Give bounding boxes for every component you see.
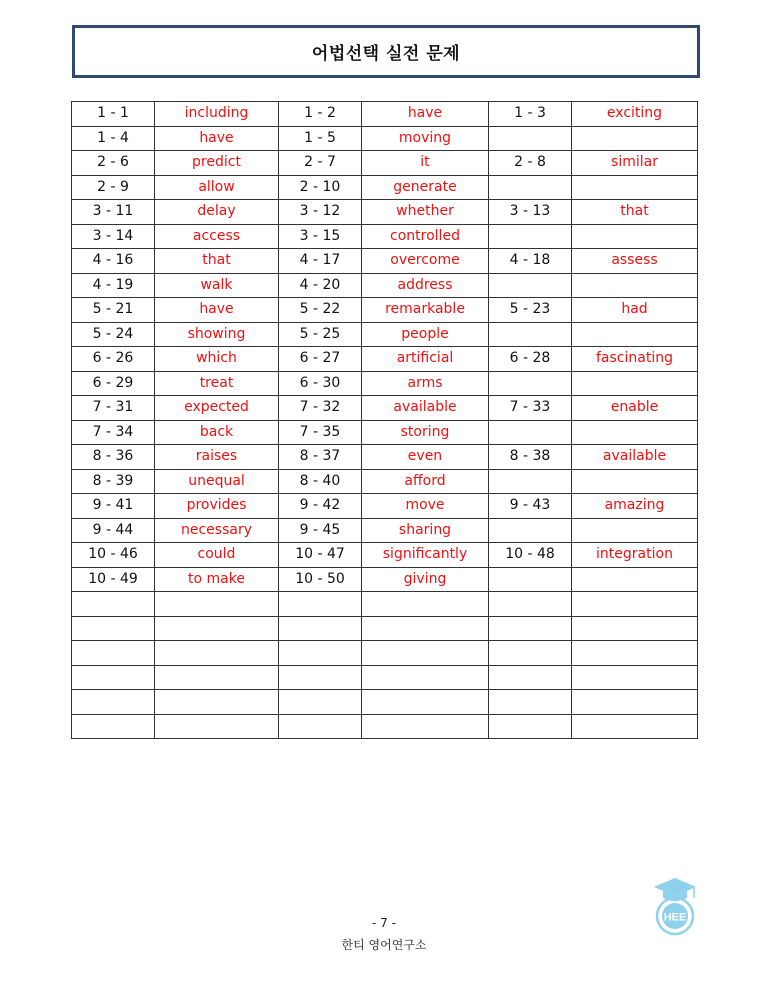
question-number-cell bbox=[489, 322, 572, 347]
table-row bbox=[72, 543, 698, 568]
answer-table-body bbox=[72, 102, 698, 739]
question-number-cell: 8 - 40 bbox=[279, 469, 362, 494]
table-row bbox=[72, 494, 698, 519]
question-number-cell: 2 - 6 bbox=[72, 151, 155, 176]
question-number-cell: 6 - 29 bbox=[72, 371, 155, 396]
answer-cell: assess bbox=[572, 249, 698, 274]
question-number-cell: 5 - 24 bbox=[72, 322, 155, 347]
answer-cell bbox=[572, 273, 698, 298]
question-number-cell bbox=[72, 714, 155, 739]
page-title: 어법선택 실전 문제 bbox=[311, 44, 461, 64]
question-number-cell: 8 - 38 bbox=[489, 445, 572, 470]
answer-cell: that bbox=[155, 249, 279, 274]
answer-cell: including bbox=[155, 102, 279, 127]
question-number-cell bbox=[489, 273, 572, 298]
answer-cell: generate bbox=[362, 175, 489, 200]
answer-cell: exciting bbox=[572, 102, 698, 127]
question-number-cell: 7 - 31 bbox=[72, 396, 155, 421]
answer-cell bbox=[155, 690, 279, 715]
table-row bbox=[72, 322, 698, 347]
question-number-cell: 4 - 17 bbox=[279, 249, 362, 274]
question-number-cell bbox=[489, 690, 572, 715]
table-row bbox=[72, 126, 698, 151]
question-number-cell bbox=[72, 665, 155, 690]
table-row bbox=[72, 567, 698, 592]
question-number-cell bbox=[489, 371, 572, 396]
question-number-cell: 6 - 30 bbox=[279, 371, 362, 396]
question-number-cell bbox=[489, 567, 572, 592]
question-number-cell: 4 - 16 bbox=[72, 249, 155, 274]
question-number-cell: 5 - 22 bbox=[279, 298, 362, 323]
answer-cell: showing bbox=[155, 322, 279, 347]
answer-cell bbox=[572, 714, 698, 739]
answer-cell: moving bbox=[362, 126, 489, 151]
question-number-cell: 1 - 4 bbox=[72, 126, 155, 151]
table-row bbox=[72, 616, 698, 641]
answer-cell: had bbox=[572, 298, 698, 323]
question-number-cell bbox=[489, 126, 572, 151]
question-number-cell: 7 - 35 bbox=[279, 420, 362, 445]
answer-cell: significantly bbox=[362, 543, 489, 568]
answer-cell: that bbox=[572, 200, 698, 225]
question-number-cell: 5 - 25 bbox=[279, 322, 362, 347]
question-number-cell: 2 - 8 bbox=[489, 151, 572, 176]
answer-cell: have bbox=[155, 126, 279, 151]
question-number-cell: 8 - 39 bbox=[72, 469, 155, 494]
answer-cell bbox=[362, 690, 489, 715]
answer-cell: people bbox=[362, 322, 489, 347]
question-number-cell bbox=[489, 714, 572, 739]
question-number-cell bbox=[489, 592, 572, 617]
answer-cell: integration bbox=[572, 543, 698, 568]
answer-cell bbox=[362, 616, 489, 641]
answer-cell bbox=[572, 224, 698, 249]
answer-cell: available bbox=[572, 445, 698, 470]
answer-cell bbox=[572, 690, 698, 715]
question-number-cell: 2 - 10 bbox=[279, 175, 362, 200]
question-number-cell: 4 - 20 bbox=[279, 273, 362, 298]
answer-cell: necessary bbox=[155, 518, 279, 543]
question-number-cell: 10 - 49 bbox=[72, 567, 155, 592]
answer-cell bbox=[572, 641, 698, 666]
table-row bbox=[72, 445, 698, 470]
question-number-cell: 8 - 37 bbox=[279, 445, 362, 470]
question-number-cell: 10 - 46 bbox=[72, 543, 155, 568]
question-number-cell: 5 - 21 bbox=[72, 298, 155, 323]
answer-cell: address bbox=[362, 273, 489, 298]
title-box bbox=[72, 25, 700, 78]
answer-cell: which bbox=[155, 347, 279, 372]
answer-cell bbox=[155, 641, 279, 666]
answer-cell: whether bbox=[362, 200, 489, 225]
question-number-cell: 4 - 18 bbox=[489, 249, 572, 274]
answer-cell: arms bbox=[362, 371, 489, 396]
question-number-cell: 8 - 36 bbox=[72, 445, 155, 470]
table-row bbox=[72, 249, 698, 274]
answer-cell: it bbox=[362, 151, 489, 176]
question-number-cell: 1 - 2 bbox=[279, 102, 362, 127]
question-number-cell: 9 - 44 bbox=[72, 518, 155, 543]
answer-cell bbox=[155, 592, 279, 617]
question-number-cell: 2 - 7 bbox=[279, 151, 362, 176]
question-number-cell: 1 - 3 bbox=[489, 102, 572, 127]
answer-cell: giving bbox=[362, 567, 489, 592]
question-number-cell bbox=[279, 616, 362, 641]
question-number-cell: 2 - 9 bbox=[72, 175, 155, 200]
answer-cell bbox=[572, 175, 698, 200]
question-number-cell: 6 - 26 bbox=[72, 347, 155, 372]
question-number-cell bbox=[279, 641, 362, 666]
answer-cell: expected bbox=[155, 396, 279, 421]
page-number: - 7 - bbox=[372, 916, 396, 930]
question-number-cell: 3 - 13 bbox=[489, 200, 572, 225]
answer-cell bbox=[572, 616, 698, 641]
question-number-cell bbox=[72, 592, 155, 617]
question-number-cell bbox=[72, 690, 155, 715]
question-number-cell: 10 - 48 bbox=[489, 543, 572, 568]
answer-cell bbox=[155, 616, 279, 641]
answer-cell: treat bbox=[155, 371, 279, 396]
answer-cell: access bbox=[155, 224, 279, 249]
answer-cell bbox=[155, 714, 279, 739]
question-number-cell: 1 - 1 bbox=[72, 102, 155, 127]
table-row bbox=[72, 469, 698, 494]
question-number-cell: 9 - 43 bbox=[489, 494, 572, 519]
question-number-cell bbox=[489, 641, 572, 666]
table-row bbox=[72, 102, 698, 127]
answer-cell: storing bbox=[362, 420, 489, 445]
table-row bbox=[72, 347, 698, 372]
question-number-cell: 9 - 45 bbox=[279, 518, 362, 543]
table-row bbox=[72, 151, 698, 176]
question-number-cell: 3 - 12 bbox=[279, 200, 362, 225]
question-number-cell: 5 - 23 bbox=[489, 298, 572, 323]
question-number-cell bbox=[489, 224, 572, 249]
table-row bbox=[72, 371, 698, 396]
table-row bbox=[72, 420, 698, 445]
answer-cell bbox=[155, 665, 279, 690]
table-row bbox=[72, 714, 698, 739]
table-row bbox=[72, 396, 698, 421]
answer-cell bbox=[572, 371, 698, 396]
answer-cell bbox=[572, 420, 698, 445]
answer-cell: have bbox=[155, 298, 279, 323]
question-number-cell: 3 - 14 bbox=[72, 224, 155, 249]
answer-cell: enable bbox=[572, 396, 698, 421]
answer-cell: similar bbox=[572, 151, 698, 176]
question-number-cell: 6 - 27 bbox=[279, 347, 362, 372]
question-number-cell: 10 - 47 bbox=[279, 543, 362, 568]
question-number-cell bbox=[72, 616, 155, 641]
answer-cell: controlled bbox=[362, 224, 489, 249]
table-row bbox=[72, 592, 698, 617]
answer-cell: back bbox=[155, 420, 279, 445]
answer-cell: raises bbox=[155, 445, 279, 470]
answer-table bbox=[71, 101, 698, 739]
answer-cell: remarkable bbox=[362, 298, 489, 323]
question-number-cell bbox=[279, 592, 362, 617]
table-row bbox=[72, 273, 698, 298]
answer-cell bbox=[362, 592, 489, 617]
answer-cell bbox=[362, 665, 489, 690]
table-row bbox=[72, 518, 698, 543]
question-number-cell: 6 - 28 bbox=[489, 347, 572, 372]
answer-cell bbox=[572, 469, 698, 494]
answer-cell: delay bbox=[155, 200, 279, 225]
table-row bbox=[72, 298, 698, 323]
answer-cell: amazing bbox=[572, 494, 698, 519]
question-number-cell bbox=[489, 420, 572, 445]
table-row bbox=[72, 690, 698, 715]
table-row bbox=[72, 641, 698, 666]
question-number-cell: 3 - 15 bbox=[279, 224, 362, 249]
answer-cell: walk bbox=[155, 273, 279, 298]
question-number-cell bbox=[489, 616, 572, 641]
answer-cell bbox=[362, 641, 489, 666]
answer-cell: to make bbox=[155, 567, 279, 592]
question-number-cell: 7 - 34 bbox=[72, 420, 155, 445]
answer-cell: could bbox=[155, 543, 279, 568]
question-number-cell bbox=[489, 175, 572, 200]
answer-cell bbox=[572, 322, 698, 347]
answer-cell bbox=[572, 518, 698, 543]
question-number-cell: 1 - 5 bbox=[279, 126, 362, 151]
question-number-cell bbox=[279, 665, 362, 690]
question-number-cell: 4 - 19 bbox=[72, 273, 155, 298]
table-row bbox=[72, 224, 698, 249]
table-row bbox=[72, 665, 698, 690]
hee-logo bbox=[648, 876, 702, 936]
answer-cell: fascinating bbox=[572, 347, 698, 372]
answer-cell: allow bbox=[155, 175, 279, 200]
answer-cell: even bbox=[362, 445, 489, 470]
question-number-cell bbox=[489, 665, 572, 690]
table-row bbox=[72, 200, 698, 225]
question-number-cell: 9 - 42 bbox=[279, 494, 362, 519]
answer-cell: available bbox=[362, 396, 489, 421]
answer-cell: have bbox=[362, 102, 489, 127]
question-number-cell bbox=[279, 714, 362, 739]
question-number-cell: 7 - 32 bbox=[279, 396, 362, 421]
answer-cell: afford bbox=[362, 469, 489, 494]
answer-cell bbox=[362, 714, 489, 739]
answer-cell bbox=[572, 665, 698, 690]
table-row bbox=[72, 175, 698, 200]
question-number-cell bbox=[72, 641, 155, 666]
question-number-cell: 9 - 41 bbox=[72, 494, 155, 519]
question-number-cell bbox=[489, 469, 572, 494]
question-number-cell: 7 - 33 bbox=[489, 396, 572, 421]
answer-cell: overcome bbox=[362, 249, 489, 274]
question-number-cell bbox=[279, 690, 362, 715]
question-number-cell: 10 - 50 bbox=[279, 567, 362, 592]
question-number-cell: 3 - 11 bbox=[72, 200, 155, 225]
answer-cell bbox=[572, 592, 698, 617]
answer-cell: unequal bbox=[155, 469, 279, 494]
answer-cell: predict bbox=[155, 151, 279, 176]
answer-cell bbox=[572, 126, 698, 151]
organization-name: 한티 영어연구소 bbox=[341, 938, 427, 952]
answer-cell: provides bbox=[155, 494, 279, 519]
answer-cell: artificial bbox=[362, 347, 489, 372]
question-number-cell bbox=[489, 518, 572, 543]
answer-cell: sharing bbox=[362, 518, 489, 543]
logo-text: HEE bbox=[663, 911, 687, 924]
answer-cell: move bbox=[362, 494, 489, 519]
answer-cell bbox=[572, 567, 698, 592]
